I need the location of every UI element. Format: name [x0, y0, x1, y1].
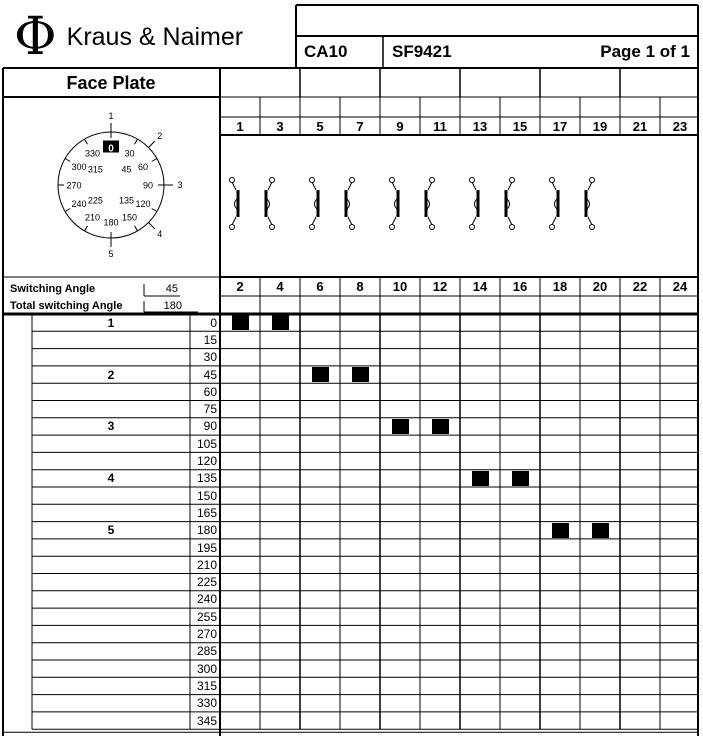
dial-label: 180 — [103, 217, 119, 228]
terminal-dot — [590, 225, 595, 230]
dial-position-tick — [148, 141, 154, 147]
terminal-dot — [550, 178, 555, 183]
terminal-dot — [310, 178, 315, 183]
position-label: 5 — [107, 523, 115, 538]
terminal-dot — [510, 225, 515, 230]
terminal-top-1: 1 — [236, 119, 244, 134]
terminal-dot — [550, 225, 555, 230]
position-label: 1 — [107, 315, 115, 330]
position-label: 4 — [107, 471, 115, 486]
angle-value: 90 — [203, 419, 217, 434]
terminal-top-7: 7 — [356, 119, 364, 134]
contact-lead — [268, 217, 272, 225]
dial-position-number: 3 — [177, 180, 183, 190]
contact-lead — [552, 217, 556, 225]
angle-value: 285 — [196, 644, 217, 659]
contact-closed-marker — [432, 419, 449, 434]
dial-tick — [65, 209, 70, 212]
terminal-top-3: 3 — [276, 119, 284, 134]
terminal-top-15: 15 — [512, 119, 528, 134]
angle-value: 45 — [203, 367, 217, 382]
terminal-bottom-14: 14 — [472, 278, 488, 294]
contact-closed-marker — [272, 315, 289, 330]
angle-value: 330 — [196, 696, 217, 711]
dial-position-number: 5 — [108, 249, 114, 259]
angle-value: 240 — [196, 592, 217, 607]
contact-lead — [428, 182, 432, 190]
contact-lead — [552, 182, 556, 190]
angle-value: 75 — [203, 402, 217, 417]
series-code: CA10 — [304, 41, 348, 61]
contact-closed-marker — [232, 315, 249, 330]
terminal-dot — [350, 225, 355, 230]
terminal-dot — [270, 225, 275, 230]
contact-closed-marker — [552, 523, 569, 538]
dial-label: 315 — [87, 164, 103, 175]
angle-value: 210 — [196, 557, 217, 572]
contact-lead — [232, 182, 236, 190]
angle-value: 225 — [196, 575, 217, 590]
dial-position-number: 4 — [157, 228, 163, 239]
dial-tick — [135, 226, 138, 231]
terminal-bottom-10: 10 — [392, 278, 408, 294]
dial-label: 270 — [66, 180, 82, 191]
angle-value: 0 — [210, 315, 217, 330]
dial-label: 135 — [119, 195, 135, 206]
terminal-dot — [230, 178, 235, 183]
contact-closed-marker — [352, 367, 369, 382]
terminal-dot — [430, 225, 435, 230]
terminal-top-23: 23 — [672, 119, 688, 134]
dial-tick — [85, 139, 88, 144]
logo — [14, 8, 294, 66]
angle-value: 165 — [196, 505, 217, 520]
angle-value: 105 — [196, 436, 217, 451]
contact-diagram — [220, 137, 700, 276]
logo-symbol: Φ — [14, 7, 57, 67]
terminal-dot — [470, 178, 475, 183]
dial-label: 60 — [138, 162, 149, 172]
dial-tick — [135, 139, 138, 144]
contact-lead — [348, 182, 352, 190]
contact-lead — [392, 217, 396, 225]
position-label: 2 — [107, 367, 115, 382]
contact-closed-marker — [312, 367, 329, 382]
contact-closed-marker — [392, 419, 409, 434]
position-label: 3 — [107, 419, 115, 434]
terminal-dot — [470, 225, 475, 230]
terminal-dot — [510, 178, 515, 183]
dial-label: 210 — [84, 212, 101, 223]
dial-label: 150 — [121, 212, 138, 223]
contact-closed-marker — [512, 471, 529, 486]
angle-value: 195 — [196, 540, 217, 555]
faceplate-title: Face Plate — [66, 73, 156, 93]
contact-lead — [428, 217, 432, 225]
contact-lead — [268, 182, 272, 190]
terminal-bottom-22: 22 — [632, 278, 648, 294]
dial-position-number: 2 — [157, 131, 163, 142]
terminal-dot — [390, 225, 395, 230]
contact-lead — [348, 217, 352, 225]
dial-label: 240 — [71, 199, 87, 209]
terminal-bottom-12: 12 — [432, 278, 448, 294]
brand-name: Kraus & Naimer — [66, 22, 244, 51]
terminal-bottom-16: 16 — [512, 278, 528, 294]
terminal-bottom-24: 24 — [672, 278, 688, 294]
terminal-top-9: 9 — [396, 119, 404, 134]
angle-value: 315 — [196, 678, 217, 693]
dial-label: 30 — [124, 148, 135, 159]
dial-tick — [152, 209, 157, 212]
terminal-dot — [350, 178, 355, 183]
dial-position-number: 1 — [108, 111, 114, 121]
terminal-dot — [230, 225, 235, 230]
angle-value: 300 — [196, 661, 217, 676]
terminal-bottom-20: 20 — [592, 278, 608, 294]
angle-value: 345 — [196, 713, 217, 728]
contact-lead — [312, 182, 316, 190]
contact-lead — [392, 182, 396, 190]
contact-closed-marker — [592, 523, 609, 538]
terminal-bottom-8: 8 — [356, 278, 364, 294]
terminal-dot — [430, 178, 435, 183]
terminal-top-19: 19 — [592, 119, 608, 134]
angle-value: 150 — [196, 488, 217, 503]
dial-label: 330 — [84, 148, 101, 159]
dial-tick — [152, 159, 157, 162]
terminal-dot — [390, 178, 395, 183]
faceplate-dial — [4, 99, 218, 269]
contact-lead — [588, 182, 592, 190]
angle-value: 180 — [196, 523, 217, 538]
dial-label: 45 — [121, 164, 132, 175]
contact-lead — [508, 217, 512, 225]
terminal-top-13: 13 — [472, 119, 488, 134]
terminal-top-17: 17 — [552, 119, 568, 134]
switching-angle-value: 45 — [165, 282, 178, 295]
terminal-bottom-2: 2 — [236, 278, 244, 294]
dial-label: 90 — [142, 180, 154, 191]
angle-value: 120 — [196, 454, 217, 469]
terminal-dot — [310, 225, 315, 230]
dial-label: 0 — [108, 143, 114, 155]
angle-value: 255 — [196, 609, 217, 624]
dial-label: 225 — [87, 195, 103, 206]
switching-angle-label: Switching Angle — [10, 282, 96, 295]
dial-label: 120 — [135, 199, 151, 209]
dial-position-tick — [148, 222, 154, 228]
terminal-top-5: 5 — [316, 119, 324, 134]
angle-value: 15 — [203, 332, 217, 347]
total-switching-angle-label: Total switching Angle — [10, 299, 123, 312]
page-number: Page 1 of 1 — [600, 41, 690, 61]
contact-lead — [588, 217, 592, 225]
contact-lead — [472, 217, 476, 225]
angle-value: 60 — [203, 384, 217, 399]
dial-tick — [65, 159, 70, 162]
terminal-top-11: 11 — [433, 119, 447, 134]
angle-value: 270 — [196, 627, 217, 642]
terminal-dot — [590, 178, 595, 183]
contact-lead — [508, 182, 512, 190]
angle-value: 30 — [203, 350, 217, 365]
terminal-dot — [270, 178, 275, 183]
dial-label: 300 — [71, 162, 87, 172]
contact-lead — [312, 217, 316, 225]
contact-lead — [472, 182, 476, 190]
contact-closed-marker — [472, 471, 489, 486]
angle-value: 135 — [196, 471, 217, 486]
terminal-top-21: 21 — [632, 119, 648, 134]
dial-tick — [85, 226, 88, 231]
product-code: SF9421 — [392, 41, 452, 61]
terminal-bottom-4: 4 — [276, 278, 284, 294]
contact-lead — [232, 217, 236, 225]
terminal-bottom-18: 18 — [552, 278, 568, 294]
total-switching-angle-value: 180 — [163, 299, 182, 312]
terminal-bottom-6: 6 — [316, 278, 324, 294]
